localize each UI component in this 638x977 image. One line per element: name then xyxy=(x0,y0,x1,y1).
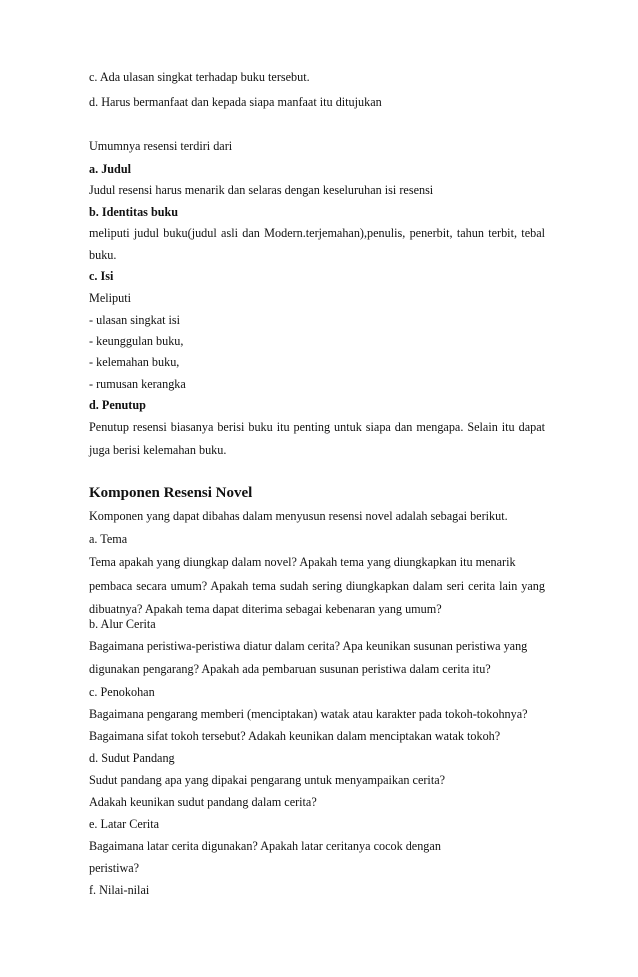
subheading-judul: a. Judul xyxy=(89,162,132,176)
list-item-keunggulan: - keunggulan buku, xyxy=(89,334,184,348)
paragraph-penokohan-line2: Bagaimana sifat tokoh tersebut? Adakah keunikan dalam menciptakan watak tokoh? xyxy=(89,729,501,743)
paragraph-penutup-line1: Penutup resensi biasanya berisi buku itu penting untuk siapa dan mengapa. Selain itu dapat xyxy=(89,420,545,434)
list-item-latar: e. Latar Cerita xyxy=(89,817,160,831)
paragraph-judul: Judul resensi harus menarik dan selaras dengan keseluruhan isi resensi xyxy=(89,183,434,197)
paragraph-sudut-pandang-line2: Adakah keunikan sudut pandang dalam cerita? xyxy=(89,795,317,809)
list-item-tema: a. Tema xyxy=(89,532,128,546)
paragraph-latar-line1: Bagaimana latar cerita digunakan? Apakah latar ceritanya cocok dengan xyxy=(89,839,441,853)
paragraph-penokohan-line1: Bagaimana pengarang memberi (menciptakan) watak atau karakter pada tokoh-tokohnya? xyxy=(89,707,528,721)
paragraph-alur-line1: Bagaimana peristiwa-peristiwa diatur dalam cerita? Apa keunikan susunan peristiwa yang xyxy=(89,639,528,653)
paragraph-tema-line3: dibuatnya? Apakah tema dapat diterima sebagai kebenaran yang umum? xyxy=(89,602,442,616)
paragraph-identitas-line2: buku. xyxy=(89,248,117,262)
paragraph-identitas-line1: meliputi judul buku(judul asli dan Modern.terjemahan),penulis, penerbit, tahun terbit, tebal xyxy=(89,226,545,240)
list-item-rumusan: - rumusan kerangka xyxy=(89,377,186,391)
intro-sentence: Umumnya resensi terdiri dari xyxy=(89,139,233,153)
subheading-identitas: b. Identitas buku xyxy=(89,205,179,219)
section-heading: Komponen Resensi Novel xyxy=(89,485,253,501)
list-item-alur: b. Alur Cerita xyxy=(89,617,156,631)
paragraph-penutup-line2: juga berisi kelemahan buku. xyxy=(89,443,227,457)
list-item-kelemahan: - kelemahan buku, xyxy=(89,355,180,369)
paragraph-tema-line1: Tema apakah yang diungkap dalam novel? Apakah tema yang diungkapkan itu menarik xyxy=(89,555,516,569)
list-item-d-bermanfaat: d. Harus bermanfaat dan kepada siapa manfaat itu ditujukan xyxy=(89,95,382,109)
list-item-nilai: f. Nilai-nilai xyxy=(89,883,150,897)
list-item-penokohan: c. Penokohan xyxy=(89,685,155,699)
paragraph-komponen: Komponen yang dapat dibahas dalam menyusun resensi novel adalah sebagai berikut. xyxy=(89,509,508,523)
paragraph-tema-line2: pembaca secara umum? Apakah tema sudah sering diungkapkan dalam seri cerita lain yang xyxy=(89,579,545,593)
list-item-c-ulasan: c. Ada ulasan singkat terhadap buku tersebut. xyxy=(89,70,310,84)
paragraph-alur-line2: digunakan pengarang? Apakah ada pembaruan susunan peristiwa dalam cerita itu? xyxy=(89,662,491,676)
subheading-isi: c. Isi xyxy=(89,269,114,283)
paragraph-isi: Meliputi xyxy=(89,291,131,305)
list-item-sudut-pandang: d. Sudut Pandang xyxy=(89,751,175,765)
list-item-ulasan: - ulasan singkat isi xyxy=(89,313,181,327)
subheading-penutup: d. Penutup xyxy=(89,398,146,412)
paragraph-sudut-pandang-line1: Sudut pandang apa yang dipakai pengarang untuk menyampaikan cerita? xyxy=(89,773,446,787)
paragraph-latar-line2: peristiwa? xyxy=(89,861,140,875)
